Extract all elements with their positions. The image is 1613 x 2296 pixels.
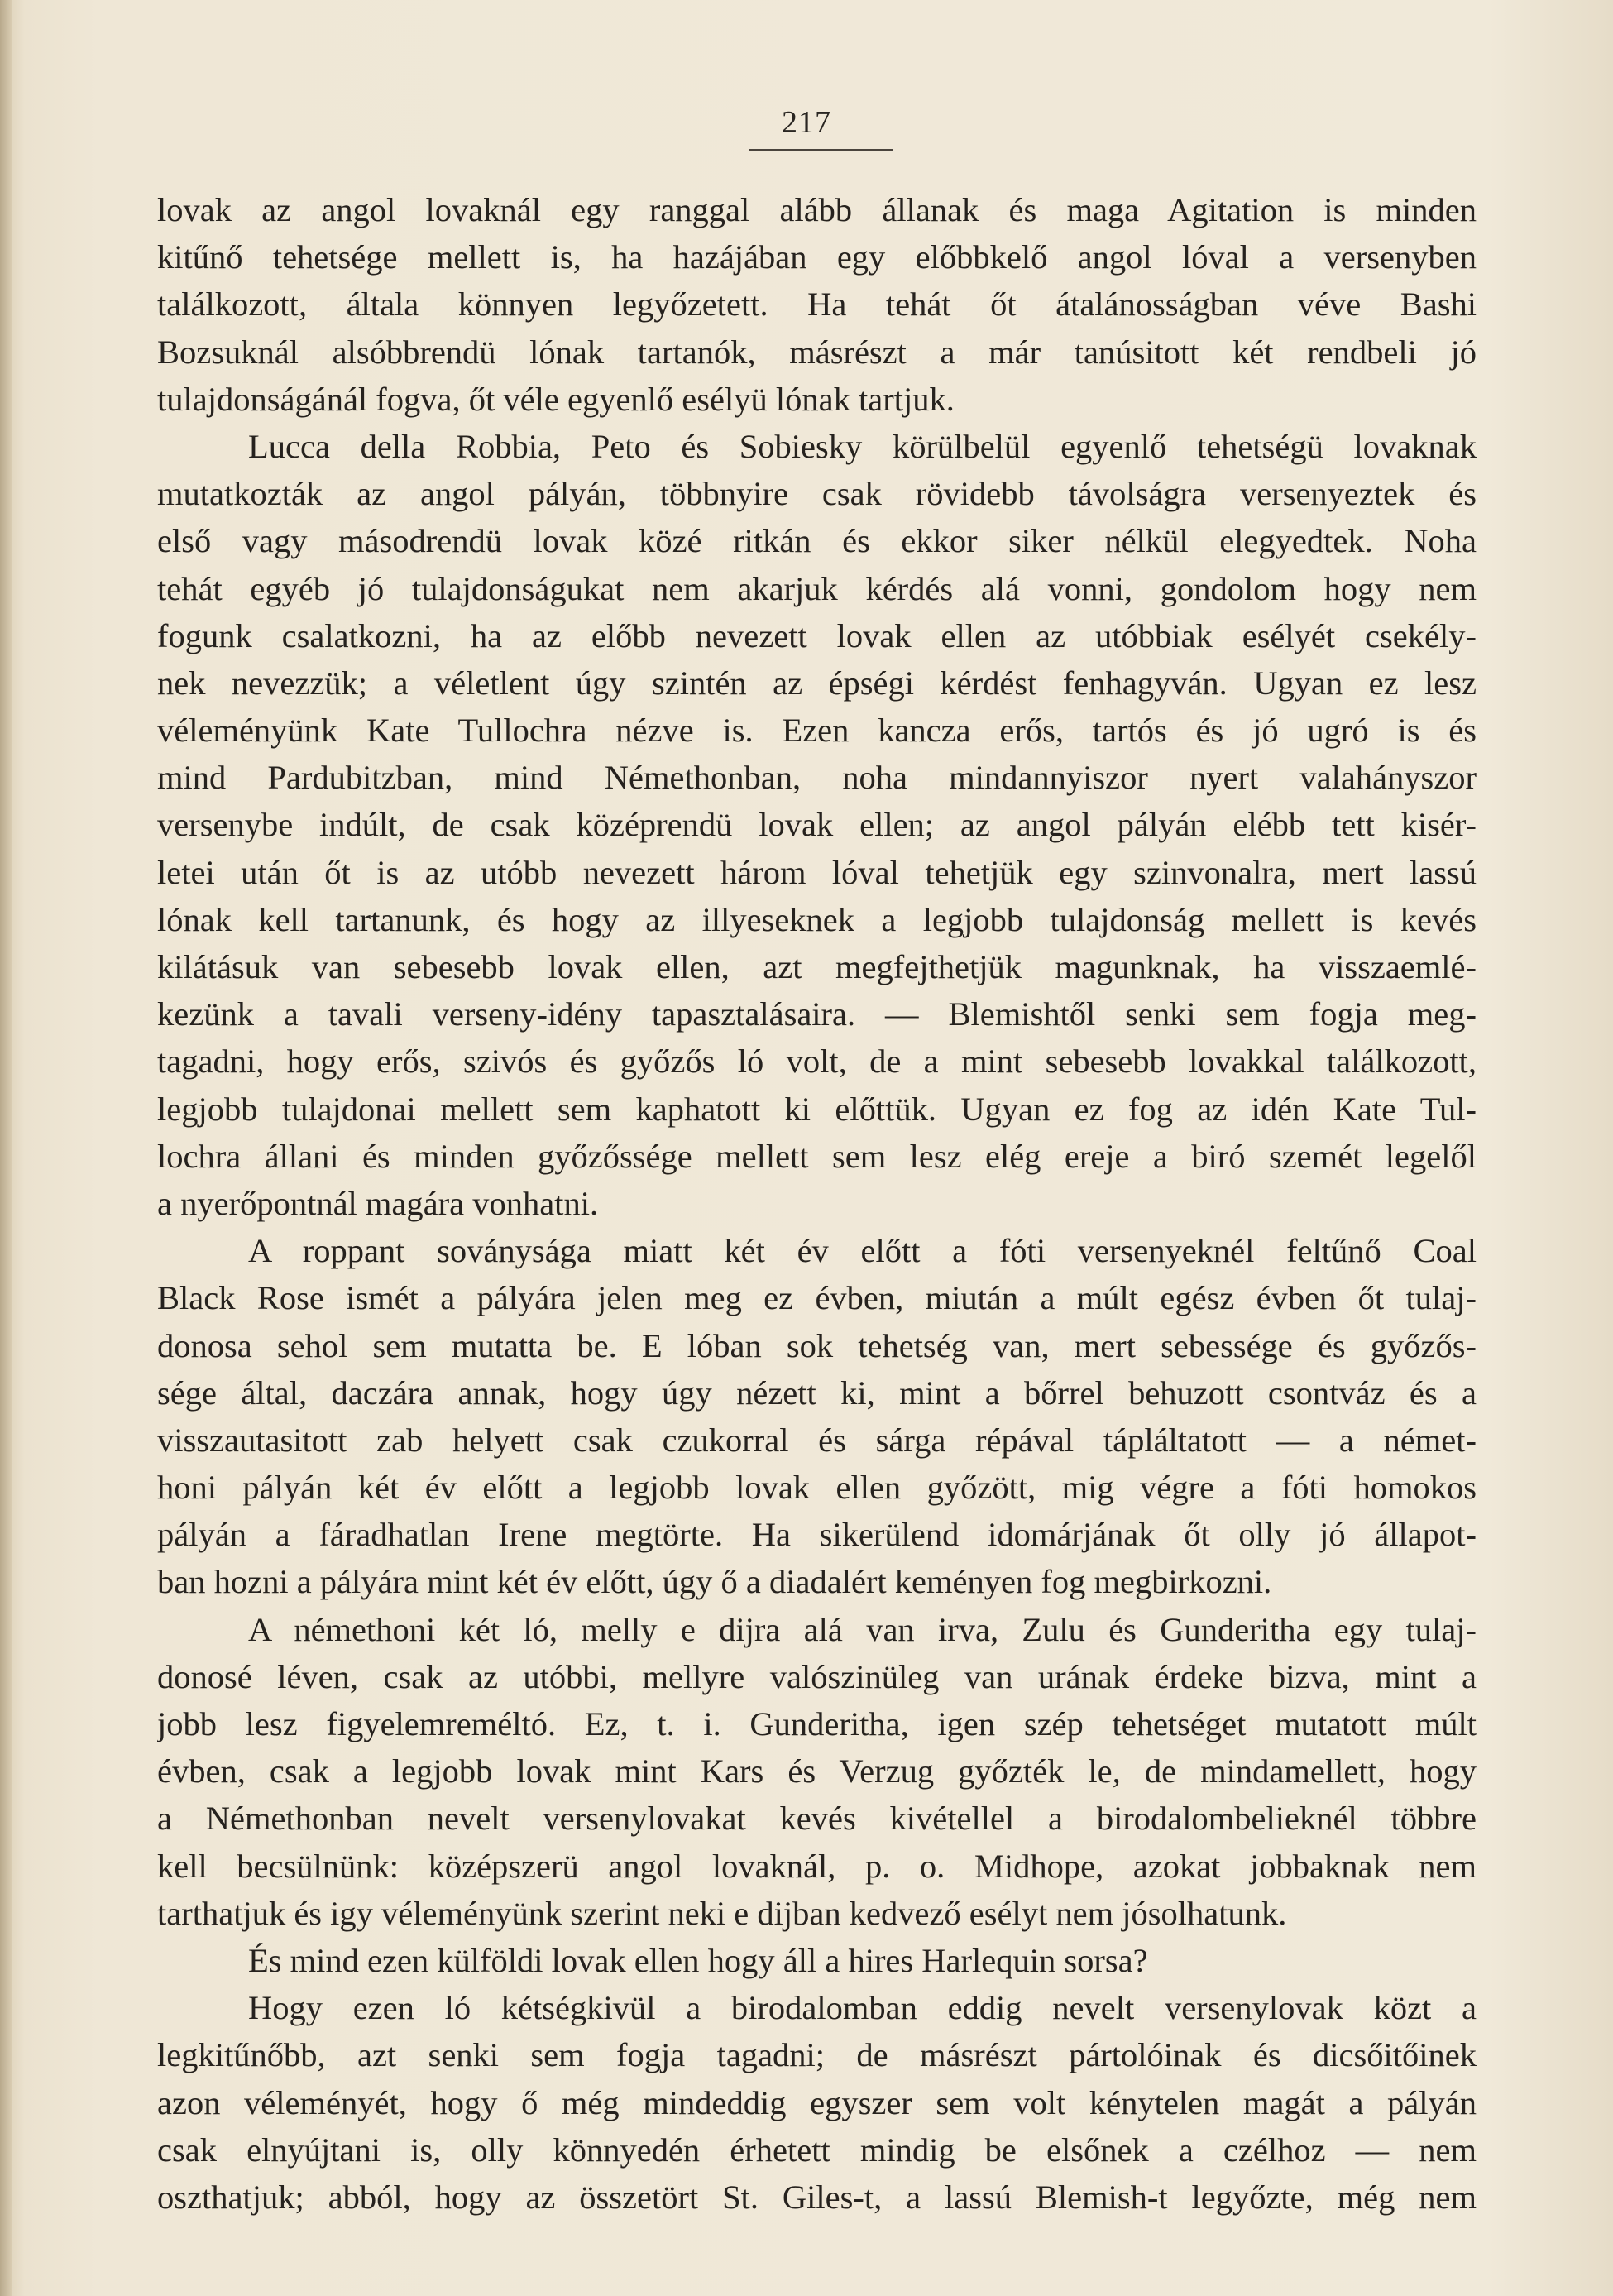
text-line: lovak az angol lovaknál egy ranggal alább állanak és maga Agitation is minden: [157, 191, 1477, 228]
text-line: évben, csak a legjobb lovak mint Kars és Verzug győzték le, de mindamellett, hogy: [157, 1752, 1477, 1790]
text-line: mutatkozták az angol pályán, többnyire csak rövidebb távolságra versenyeztek és: [157, 475, 1477, 513]
text-line: honi pályán két év előtt a legjobb lovak ellen győzött, mig végre a fóti homokos: [157, 1469, 1477, 1507]
text-line: Hogy ezen ló kétségkivül a birodalomban eddig nevelt versenylovak közt a: [248, 1989, 1477, 2027]
text-line: kezünk a tavali verseny-idény tapasztalásaira. — Blemishtől senki sem fogja meg-: [157, 995, 1477, 1033]
text-line: ban hozni a pályára mint két év előtt, úgy ő a diadalért keményen fog megbirkozni.: [157, 1563, 1272, 1601]
text-line: jobb lesz figyelemreméltó. Ez, t. i. Gunderitha, igen szép tehetséget mutatott múlt: [157, 1705, 1477, 1742]
text-line: a Némethonban nevelt versenylovakat kevés kivétellel a birodalombelieknél többre: [157, 1800, 1477, 1838]
text-line: A roppant soványsága miatt két év előtt a fóti versenyeknél feltűnő Coal: [248, 1232, 1477, 1270]
text-line: első vagy másodrendü lovak közé ritkán és ekkor siker nélkül elegyedtek. Noha: [157, 522, 1477, 560]
text-line: visszautasitott zab helyett csak czukorral és sárga répával tápláltatott — a német-: [157, 1421, 1477, 1459]
text-line: tulajdonságánál fogva, őt véle egyenlő esélyü lónak tartjuk.: [157, 380, 955, 418]
text-line: És mind ezen külföldi lovak ellen hogy áll a hires Harlequin sorsa?: [248, 1941, 1148, 1979]
text-line: versenybe indúlt, de csak középrendü lovak ellen; az angol pályán elébb tett kisér-: [157, 806, 1477, 844]
text-line: Lucca della Robbia, Peto és Sobiesky körülbelül egyenlő tehetségü lovaknak: [248, 427, 1477, 465]
text-line: kitűnő tehetsége mellett is, ha hazájában egy előbbkelő angol lóval a versenyben: [157, 238, 1477, 276]
text-line: azon véleményét, hogy ő még mindeddig egyszer sem volt kénytelen magát a pályán: [157, 2083, 1477, 2121]
text-line: legjobb tulajdonai mellett sem kaphatott ki előttük. Ugyan ez fog az idén Kate Tul-: [157, 1090, 1477, 1128]
text-line: donosé léven, csak az utóbbi, mellyre valószinüleg van urának érdeke bizva, mint a: [157, 1657, 1477, 1695]
page-binding-edge: [0, 0, 12, 2296]
text-line: kell becsülnünk: középszerü angol lovaknál, p. o. Midhope, azokat jobbaknak nem: [157, 1847, 1477, 1885]
text-line: véleményünk Kate Tullochra nézve is. Ezen kancza erős, tartós és jó ugró is és: [157, 712, 1477, 750]
page-number: 217: [782, 105, 831, 140]
text-line: legkitűnőbb, azt senki sem fogja tagadni; de másrészt pártolóinak és dicsőitőinek: [157, 2036, 1477, 2074]
text-line: mind Pardubitzban, mind Némethonban, noha mindannyiszor nyert valahányszor: [157, 759, 1477, 797]
text-line: sége által, daczára annak, hogy úgy nézett ki, mint a bőrrel behuzott csontváz és a: [157, 1373, 1477, 1412]
text-line: donosa sehol sem mutatta be. E lóban sok tehetség van, mert sebessége és győzős-: [157, 1326, 1477, 1364]
text-line: letei után őt is az utóbb nevezett három lóval tehetjük egy szinvonalra, mert lassú: [157, 853, 1477, 891]
text-line: fogunk csalatkozni, ha az előbb nevezett lovak ellen az utóbbiak esélyét csekély-: [157, 616, 1477, 654]
text-line: Bozsuknál alsóbbrendü lónak tartanók, másrészt a már tanúsitott két rendbeli jó: [157, 333, 1477, 371]
text-line: lónak kell tartanunk, és hogy az illyeseknek a legjobb tulajdonság mellett is kevés: [157, 900, 1477, 938]
text-line: tarthatjuk és igy véleményünk szerint neki e dijban kedvező esélyt nem jósolhatunk.: [157, 1894, 1287, 1932]
text-line: lochra állani és minden győzőssége mellett sem lesz elég ereje a biró szemét legelől: [157, 1137, 1477, 1175]
text-line: pályán a fáradhatlan Irene megtörte. Ha sikerülend idomárjának őt olly jó állapot-: [157, 1516, 1477, 1554]
body-text: [157, 186, 1477, 2221]
text-line: a nyerőpontnál magára vonhatni.: [157, 1184, 599, 1222]
text-line: A némethoni két ló, melly e dijra alá van irva, Zulu és Gunderitha egy tulaj-: [248, 1610, 1477, 1648]
text-line: oszthatjuk; abból, hogy az összetört St. Giles-t, a lassú Blemish-t legyőzte, még nem: [157, 2178, 1477, 2216]
text-line: Black Rose ismét a pályára jelen meg ez évben, miután a múlt egész évben őt tulaj-: [157, 1279, 1477, 1317]
text-line: nek nevezzük; a véletlent úgy szintén az épségi kérdést fenhagyván. Ugyan ez lesz: [157, 664, 1477, 702]
text-line: találkozott, általa könnyen legyőzetett. Ha tehát őt átalánosságban véve Bashi: [157, 285, 1477, 324]
header-rule: [749, 149, 893, 151]
text-line: tagadni, hogy erős, szivós és győzős ló volt, de a mint sebesebb lovakkal találkozott,: [157, 1043, 1477, 1081]
text-line: csak elnyújtani is, olly könnyedén érhetett mindig be elsőnek a czélhoz — nem: [157, 2131, 1477, 2169]
text-line: kilátásuk van sebesebb lovak ellen, azt megfejthetjük magunknak, ha visszaemlé-: [157, 948, 1477, 985]
text-line: tehát egyéb jó tulajdonságukat nem akarjuk kérdés alá vonni, gondolom hogy nem: [157, 569, 1477, 607]
